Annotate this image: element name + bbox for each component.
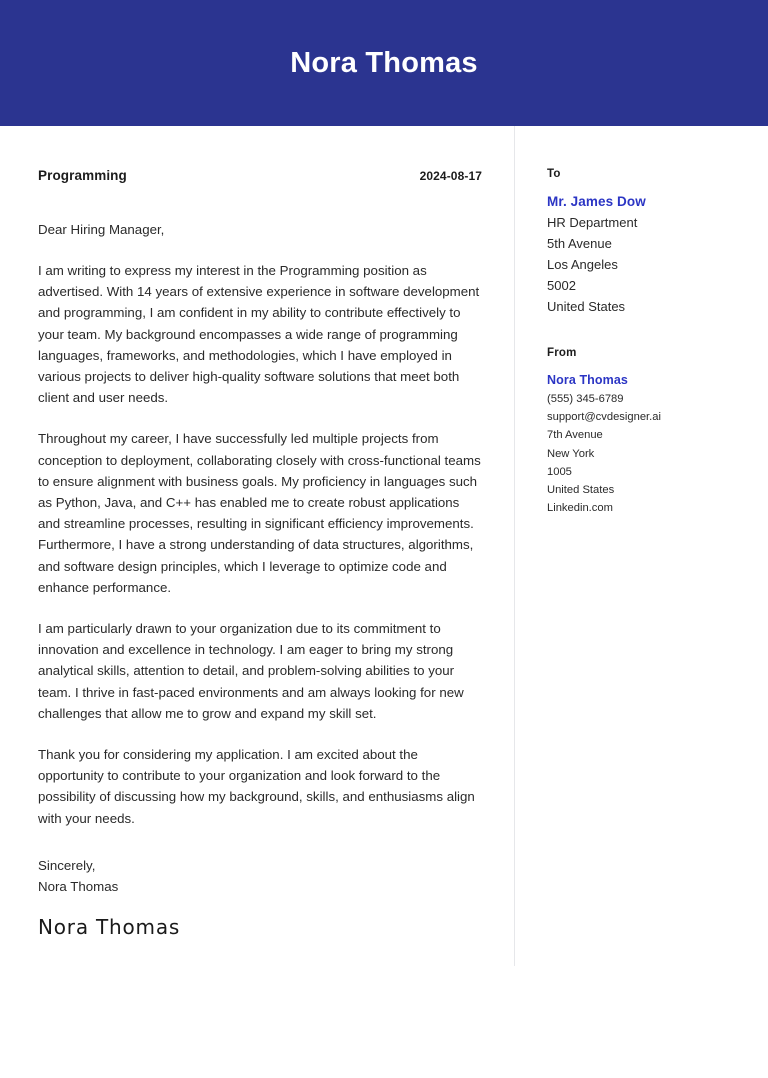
recipient-line: Los Angeles bbox=[547, 257, 618, 272]
letter-paragraph: Throughout my career, I have successfully led multiple projects from conception to deployment, collaborating closely with cross-functional teams to ensure alignment with business goals. My proficiency in languages such as Python, Java, and C++ has enabled me to create robust applications and streamline processes, resulting in significant efficiency improvements. Furthermore, I have a strong understanding of data structures, algorithms, and software design principles, which I leverage to optimize code and enhance performance. bbox=[38, 431, 481, 595]
sender-line: United States bbox=[547, 484, 615, 497]
sender-phone: (555) 345-6789 bbox=[547, 393, 624, 405]
address-column bbox=[547, 126, 747, 517]
sender-heading: From bbox=[547, 347, 577, 359]
letter-paragraph: I am particularly drawn to your organization due to its commitment to innovation and excellence in technology. I am eager to bring my strong analytical skills, attention to detail, and problem-solving abilities to your team. I thrive in fast-paced environments and am always looking for new challenges that allow me to grow and expand my skill set. bbox=[38, 621, 464, 721]
letter-paragraph: Thank you for considering my application. I am excited about the opportunity to contribute to your organization and look forward to the possibility of discussing how my background, skills, and enthusiasms align with your needs. bbox=[38, 747, 475, 826]
sender-line: 1005 bbox=[547, 465, 572, 478]
letter-date: 2024-08-17 bbox=[419, 169, 482, 183]
letter-salutation: Dear Hiring Manager, bbox=[38, 222, 165, 237]
letter-meta-row bbox=[38, 168, 482, 183]
recipient-block bbox=[547, 126, 747, 317]
recipient-name: Mr. James Dow bbox=[547, 194, 646, 209]
header-banner bbox=[0, 0, 768, 126]
sender-name: Nora Thomas bbox=[547, 373, 628, 387]
recipient-line: HR Department bbox=[547, 215, 638, 230]
signature: Nora Thomas bbox=[38, 914, 181, 939]
sender-block bbox=[547, 317, 747, 517]
letter-body-area bbox=[0, 126, 768, 1078]
letter-column bbox=[38, 126, 482, 939]
letter-subject: Programming bbox=[38, 168, 127, 183]
recipient-line: 5th Avenue bbox=[547, 236, 612, 251]
recipient-line: 5002 bbox=[547, 278, 576, 293]
letter-paragraph: I am writing to express my interest in the Programming position as advertised. With 14 years of extensive experience in software development and programming, I am confident in my ability to contribute effectively to your team. My background encompasses a wide range of programming languages, frameworks, and methodologies, which I have employed in various projects to deliver high-quality software solutions that meet both client and user needs. bbox=[38, 263, 480, 406]
sender-line: 7th Avenue bbox=[547, 429, 603, 442]
sender-website[interactable]: Linkedin.com bbox=[547, 502, 613, 515]
closing-name: Nora Thomas bbox=[38, 878, 119, 894]
recipient-line: United States bbox=[547, 299, 626, 314]
letter-closing bbox=[38, 855, 482, 897]
recipient-heading: To bbox=[547, 168, 561, 180]
sender-line: New York bbox=[547, 447, 595, 460]
closing-salutation: Sincerely, bbox=[38, 857, 96, 873]
column-divider bbox=[514, 126, 515, 966]
candidate-name-header: Nora Thomas bbox=[290, 46, 478, 79]
sender-email[interactable]: support@cvdesigner.ai bbox=[547, 411, 661, 424]
